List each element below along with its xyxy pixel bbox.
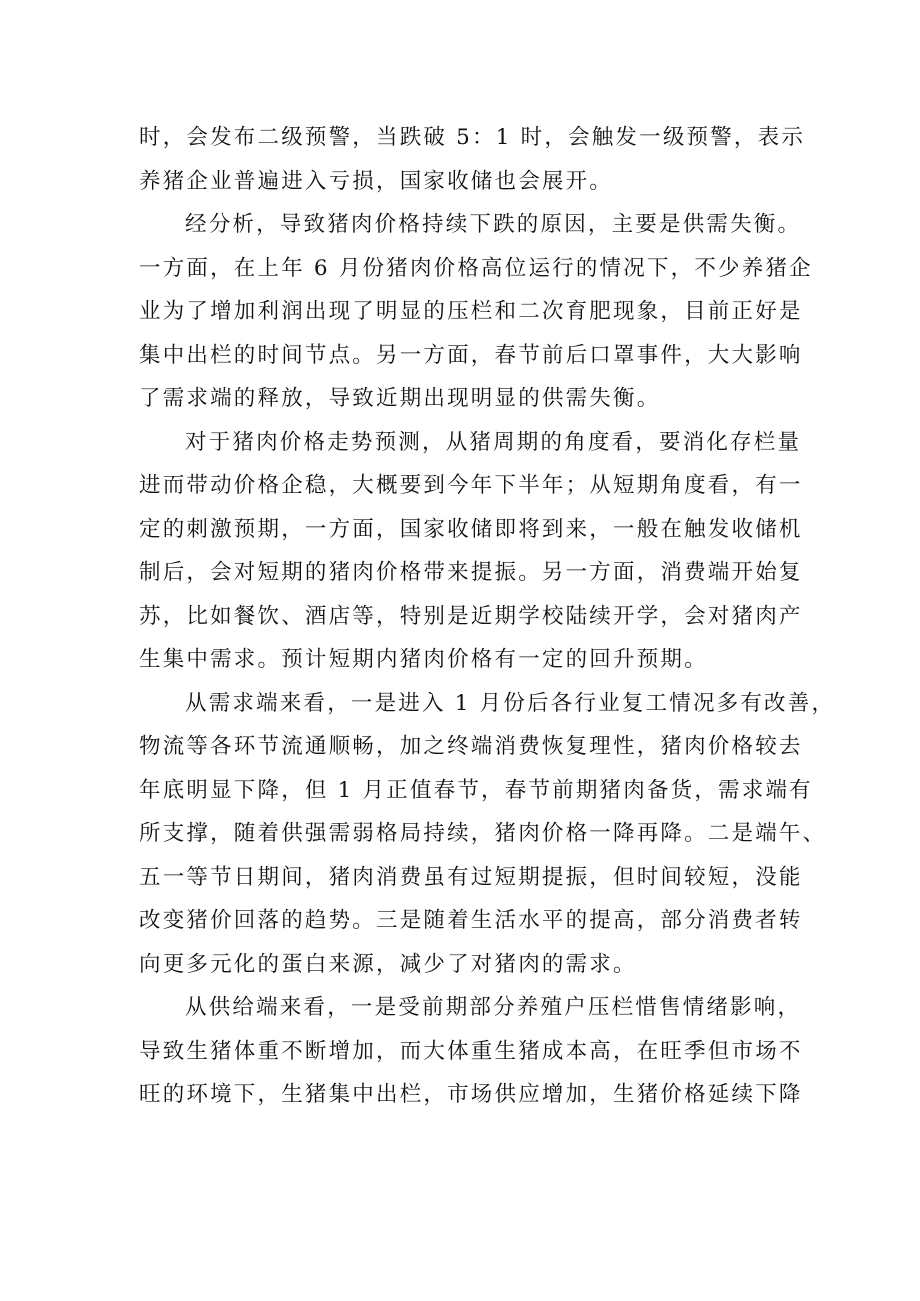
body-text-line: 业为了增加利润出现了明显的压栏和二次育肥现象，目前正好是 [139,299,803,324]
body-text-line: 了需求端的释放，导致近期出现明显的供需失衡。 [139,386,661,411]
body-text-line: 对于猪肉价格走势预测，从猪周期的角度看，要消化存栏量 [185,429,802,455]
body-text-line: 向更多元化的蛋白来源，减少了对猪肉的需求。 [139,951,637,977]
body-text-line: 导致生猪体重不断增加，而大体重生猪成本高，在旺季但市场不 [139,1038,803,1064]
body-text-line: 从需求端来看，一是进入 1 月份后各行业复工情况多有改善， [185,690,836,716]
body-text-line: 物流等各环节流通顺畅，加之终端消费恢复理性，猪肉价格较去 [139,734,803,759]
body-text-line: 旺的环境下，生猪集中出栏，市场供应增加，生猪价格延续下降 [139,1082,803,1107]
body-text-line: 年底明显下降，但 1 月正值春节，春节前期猪肉备货，需求端有 [139,777,813,803]
body-text-line: 进而带动价格企稳，大概要到今年下半年；从短期角度看，有一 [139,473,803,498]
body-text-line: 苏，比如餐饮、酒店等，特别是近期学校陆续开学，会对猪肉产 [139,603,803,629]
body-text-line: 改变猪价回落的趋势。三是随着生活水平的提高，部分消费者转 [139,908,803,933]
body-text-line: 五一等节日期间，猪肉消费虽有过短期提振，但时间较短，没能 [139,864,803,890]
body-text-line: 时，会发布二级预警，当跌破 5：1 时，会触发一级预警，表示 [139,125,806,150]
body-text-line: 所支撑，随着供强需弱格局持续，猪肉价格一降再降。二是端午、 [139,821,827,846]
body-text-line: 集中出栏的时间节点。另一方面，春节前后口罩事件，大大影响 [139,342,803,368]
body-text-line: 养猪企业普遍进入亏损，国家收储也会展开。 [139,168,614,194]
body-text-line: 一方面，在上年 6 月份猪肉价格高位运行的情况下，不少养猪企 [139,255,813,281]
body-text-line: 从供给端来看，一是受前期部分养殖户压栏惜售情绪影响， [185,995,802,1020]
body-text-line: 生集中需求。预计短期内猪肉价格有一定的回升预期。 [139,647,708,672]
body-text-line: 经分析，导致猪肉价格持续下跌的原因，主要是供需失衡。 [185,212,802,237]
body-text-line: 制后，会对短期的猪肉价格带来提振。另一方面，消费端开始复 [139,560,803,585]
body-text-line: 定的刺激预期，一方面，国家收储即将到来，一般在触发收储机 [139,516,803,542]
document-body [139,116,836,1117]
